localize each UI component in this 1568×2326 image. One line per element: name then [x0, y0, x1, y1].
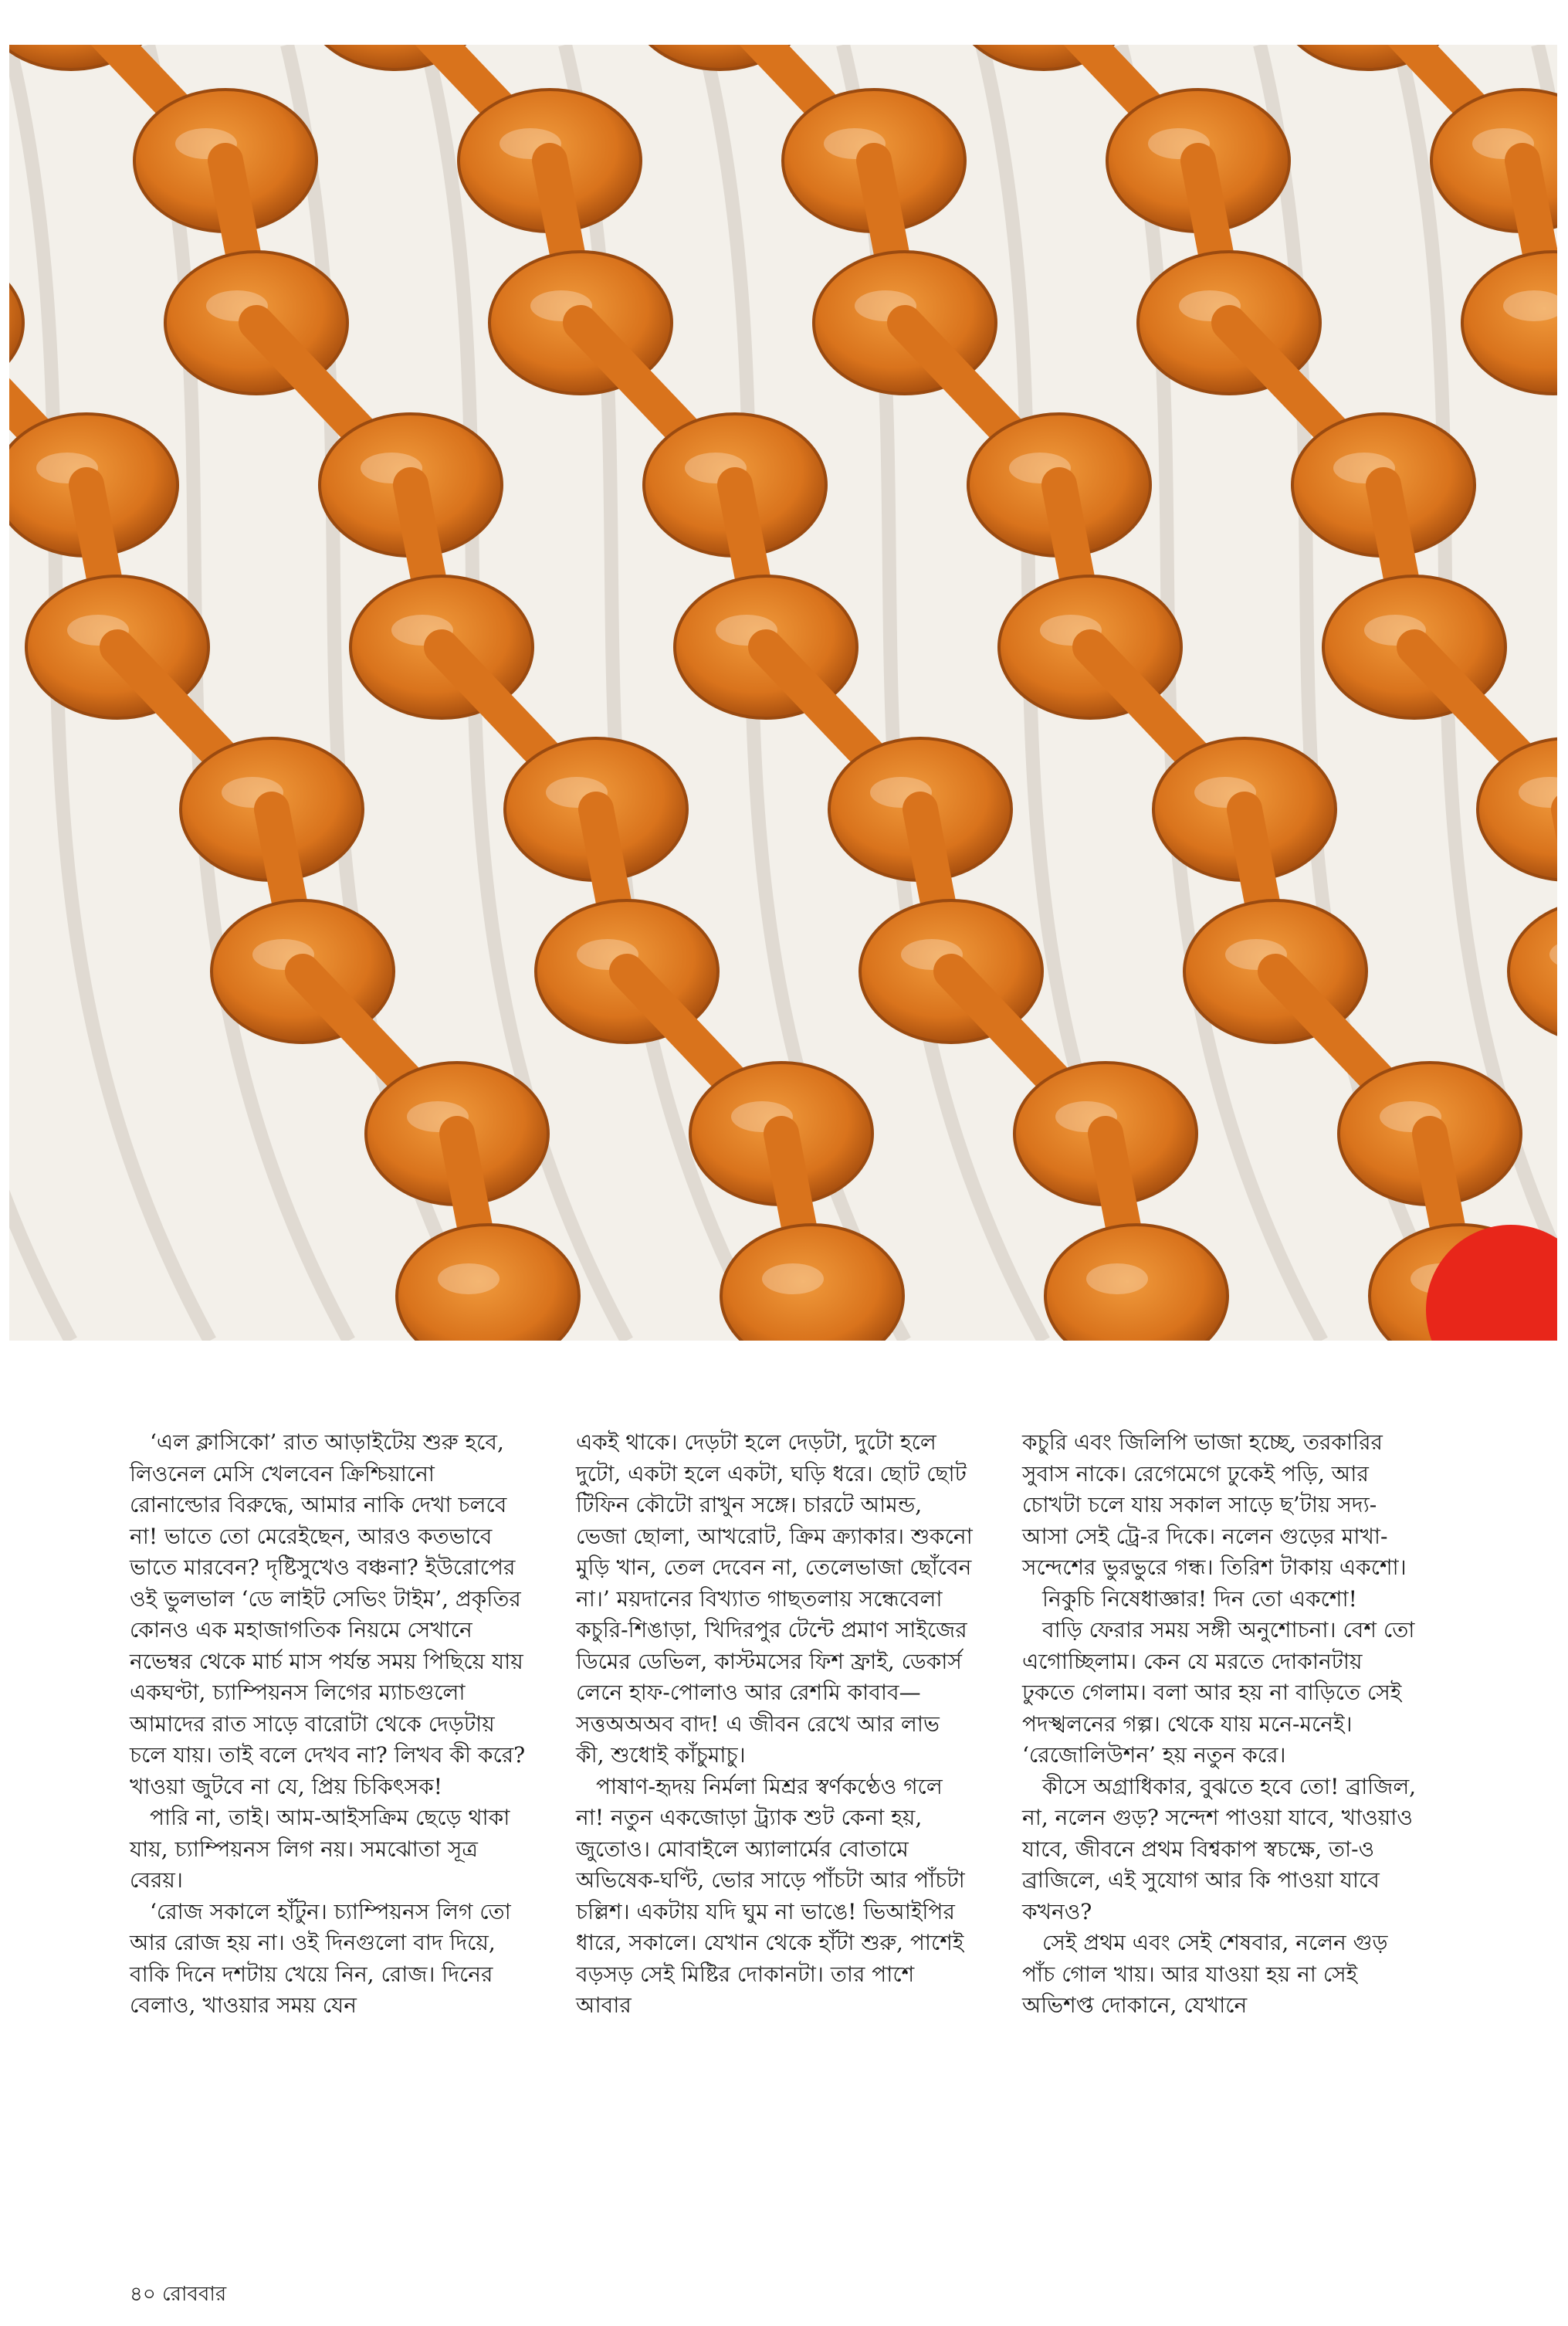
- article-column-3: [1022, 1427, 1421, 2022]
- paragraph: কচুরি এবং জিলিপি ভাজা হচ্ছে, তরকারির সুবাস নাকে। রেগেমেগে ঢুকেই পড়ি, আর চোখটা চলে যায় সকাল সাড়ে ছ’টায় সদ্য-আসা সেই ট্রে-র দিকে। নলেন গুড়ের মাখা-সন্দেশের ভুরভুরে গন্ধ। তিরিশ টাকায় একশো।: [1022, 1429, 1407, 1580]
- paragraph: নিকুচি নিষেধাজ্ঞার! দিন তো একশো!: [1042, 1585, 1357, 1612]
- disc-highlight: [438, 1263, 500, 1294]
- paragraph: কীসে অগ্রাধিকার, বুঝতে হবে তো! ব্রাজিল, না, নলেন গুড়? সন্দেশ পাওয়া যাবে, খাওয়াও যাবে, জীবনে প্রথম বিশ্বকাপ স্বচক্ষে, তা-ও ব্রাজিলে, এই সুযোগ আর কি পাওয়া যাবে কখনও?: [1022, 1773, 1417, 1924]
- paragraph: বাড়ি ফেরার সময় সঙ্গী অনুশোচনা। বেশ তো এগোচ্ছিলাম। কেন যে মরতে দোকানটায় ঢুকতে গেলাম। বলা আর হয় না বাড়িতে সেই পদস্খলনের গল্প। থেকে যায় মনে-মনেই। ‘রেজোলিউশন’ হয় নতুন করে।: [1022, 1617, 1415, 1768]
- paragraph: পারি না, তাই। আম-আইসক্রিম ছেড়ে থাকা যায়, চ্যাম্পিয়নস লিগ নয়। সমঝোতা সূত্র বেরয়।: [130, 1805, 510, 1893]
- photo-illustration: [9, 45, 1557, 1341]
- paragraph: ‘রোজ সকালে হাঁটুন। চ্যাম্পিয়নস লিগ তো আর রোজ হয় না। ওই দিনগুলো বাদ দিয়ে, বাকি দিনে দশটায় খেয়ে নিন, রোজ। দিনের বেলাও, খাওয়ার সময় যেন: [130, 1898, 511, 2018]
- article-column-1: [130, 1427, 528, 2022]
- article-column-2: [576, 1427, 974, 2022]
- page-folio: ৪০ রোববার: [130, 2283, 227, 2306]
- paragraph: ‘এল ক্লাসিকো’ রাত আড়াইটেয় শুরু হবে, লিওনেল মেসি খেলবেন ক্রিশ্চিয়ানো রোনাল্ডোর বিরুদ্ধে, আমার নাকি দেখা চলবে না! ভাতে তো মেরেইছেন, আরও কতভাবে ভাতে মারবেন? দৃষ্টিসুখেও বঞ্চনা? ইউরোপের ওই ভুলভাল ‘ডে লাইট সেভিং টাইম’, প্রকৃতির কোনও এক মহাজাগতিক নিয়মে সেখানে নভেম্বর থেকে মার্চ মাস পর্যন্ত সময় পিছিয়ে যায় একঘণ্টা, চ্যাম্পিয়নস লিগের ম্যাচগুলো আমাদের রাত সাড়ে বারোটা থেকে দেড়টায় চলে যায়। তাই বলে দেখব না? লিখব কী করে? খাওয়া জুটবে না যে, প্রিয় চিকিৎসক!: [130, 1429, 526, 1799]
- disc-highlight: [1086, 1263, 1148, 1294]
- disc-highlight: [762, 1263, 824, 1294]
- paragraph: পাষাণ-হৃদয় নির্মলা মিশ্রর স্বর্ণকণ্ঠেও গলে না! নতুন একজোড়া ট্র্যাক শুট কেনা হয়, জুতোও। মোবাইলে অ্যালার্মের বোতামে অভিষেক-ঘণ্টি, ভোর সাড়ে পাঁচটা আর পাঁচটা চল্লিশ। একটায় যদি ঘুম না ভাঙে! ভিআইপির ধারে, সকালে। যেখান থেকে হাঁটা শুরু, পাশেই বড়সড় সেই মিষ্টির দোকানটা। তার পাশে আবার: [576, 1773, 965, 2018]
- sandesh-tray-photo: [9, 45, 1557, 1341]
- paragraph: সেই প্রথম এবং সেই শেষবার, নলেন গুড় পাঁচ গোল খায়। আর যাওয়া হয় না সেই অভিশপ্ত দোকানে, যেখানে: [1022, 1930, 1388, 2018]
- article-body: [130, 1427, 1417, 2199]
- paragraph: একই থাকে। দেড়টা হলে দেড়টা, দুটো হলে দুটো, একটা হলে একটা, ঘড়ি ধরে। ছোট ছোট টিফিন কৌটো রাখুন সঙ্গে। চারটে আমন্ড, ভেজা ছোলা, আখরোট, ক্রিম ক্র্যাকার। শুকনো মুড়ি খান, তেল দেবেন না, তেলেভাজা ছোঁবেন না।’ ময়দানের বিখ্যাত গাছতলায় সন্ধেবেলা কচুরি-শিঙাড়া, খিদিরপুর টেন্টে প্রমাণ সাইজের ডিমের ডেভিল, কাস্টমসের ফিশ ফ্রাই, ডেকার্স লেনে হাফ-পোলাও আর রেশমি কাবাব— সত্তঅঅঅব বাদ! এ জীবন রেখে আর লাভ কী, শুধোই কাঁচুমাচু।: [576, 1429, 973, 1768]
